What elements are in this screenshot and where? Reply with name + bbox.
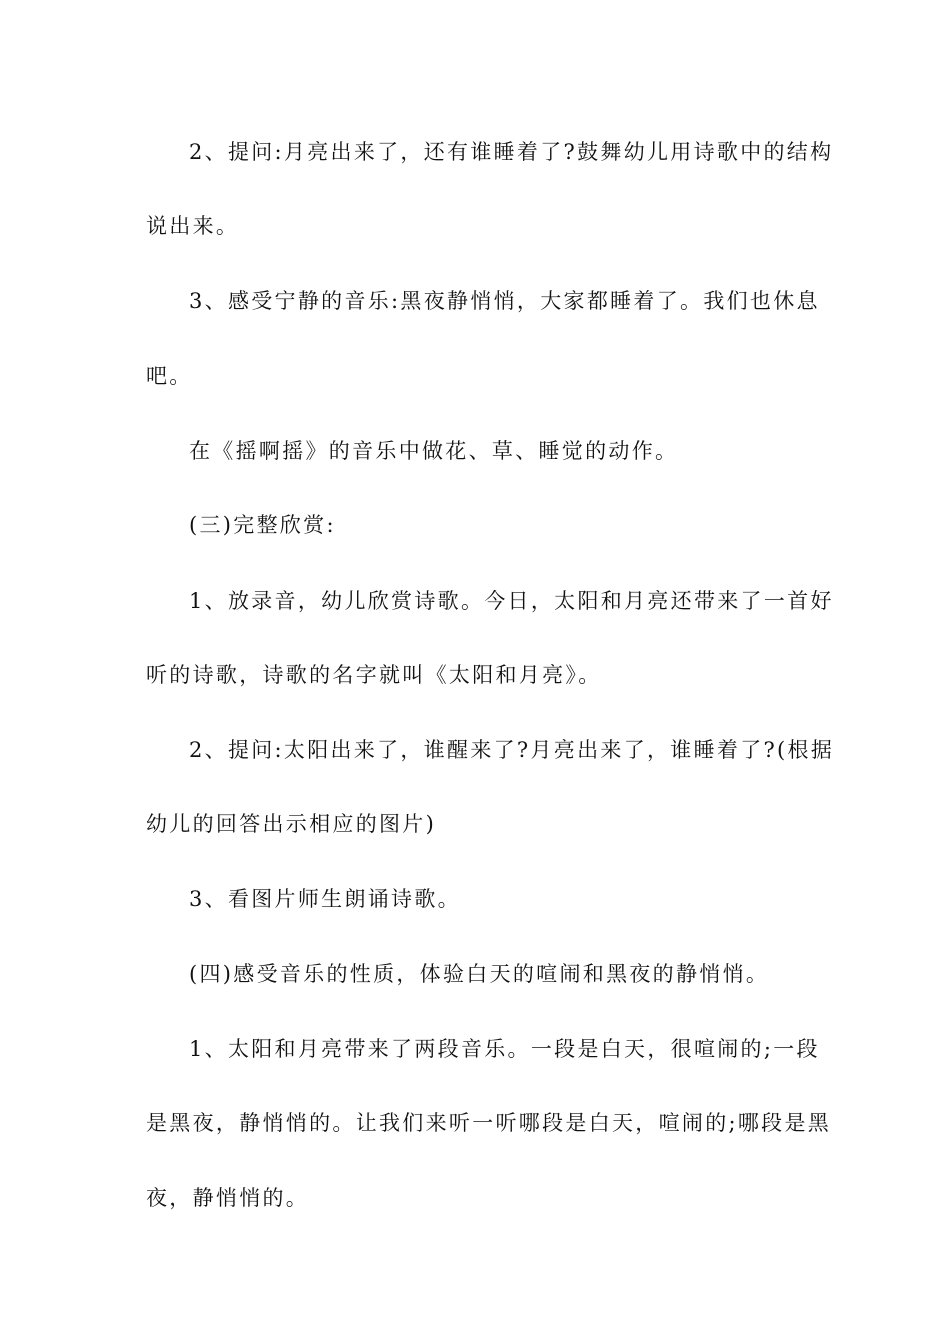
paragraph-line: 在《摇啊摇》的音乐中做花、草、睡觉的动作。 (189, 439, 679, 463)
paragraph-line: 吧。 (146, 364, 193, 388)
paragraph-line: 1、太阳和月亮带来了两段音乐。一段是白天，很喧闹的;一段 (189, 1037, 820, 1061)
paragraph-line: 听的诗歌，诗歌的名字就叫《太阳和月亮》。 (146, 663, 602, 687)
section-heading: (三)完整欣赏: (189, 513, 336, 537)
section-heading: (四)感受音乐的性质，体验白天的喧闹和黑夜的静悄悄。 (189, 962, 770, 986)
paragraph-line: 是黑夜，静悄悄的。让我们来听一听哪段是白天，喧闹的;哪段是黑 (146, 1111, 832, 1135)
paragraph-line: 说出来。 (146, 214, 240, 238)
paragraph-line: 幼儿的回答出示相应的图片) (146, 812, 437, 836)
paragraph-line: 1、放录音，幼儿欣赏诗歌。今日，太阳和月亮还带来了一首好 (189, 589, 834, 613)
paragraph-line: 3、感受宁静的音乐:黑夜静悄悄，大家都睡着了。我们也休息 (189, 289, 820, 313)
paragraph-line: 夜，静悄悄的。 (146, 1186, 310, 1210)
paragraph-line: 3、看图片师生朗诵诗歌。 (189, 887, 461, 911)
paragraph-line: 2、提问:太阳出来了，谁醒来了?月亮出来了，谁睡着了?(根据 (189, 738, 835, 762)
paragraph-line: 2、提问:月亮出来了，还有谁睡着了?鼓舞幼儿用诗歌中的结构 (189, 140, 834, 164)
